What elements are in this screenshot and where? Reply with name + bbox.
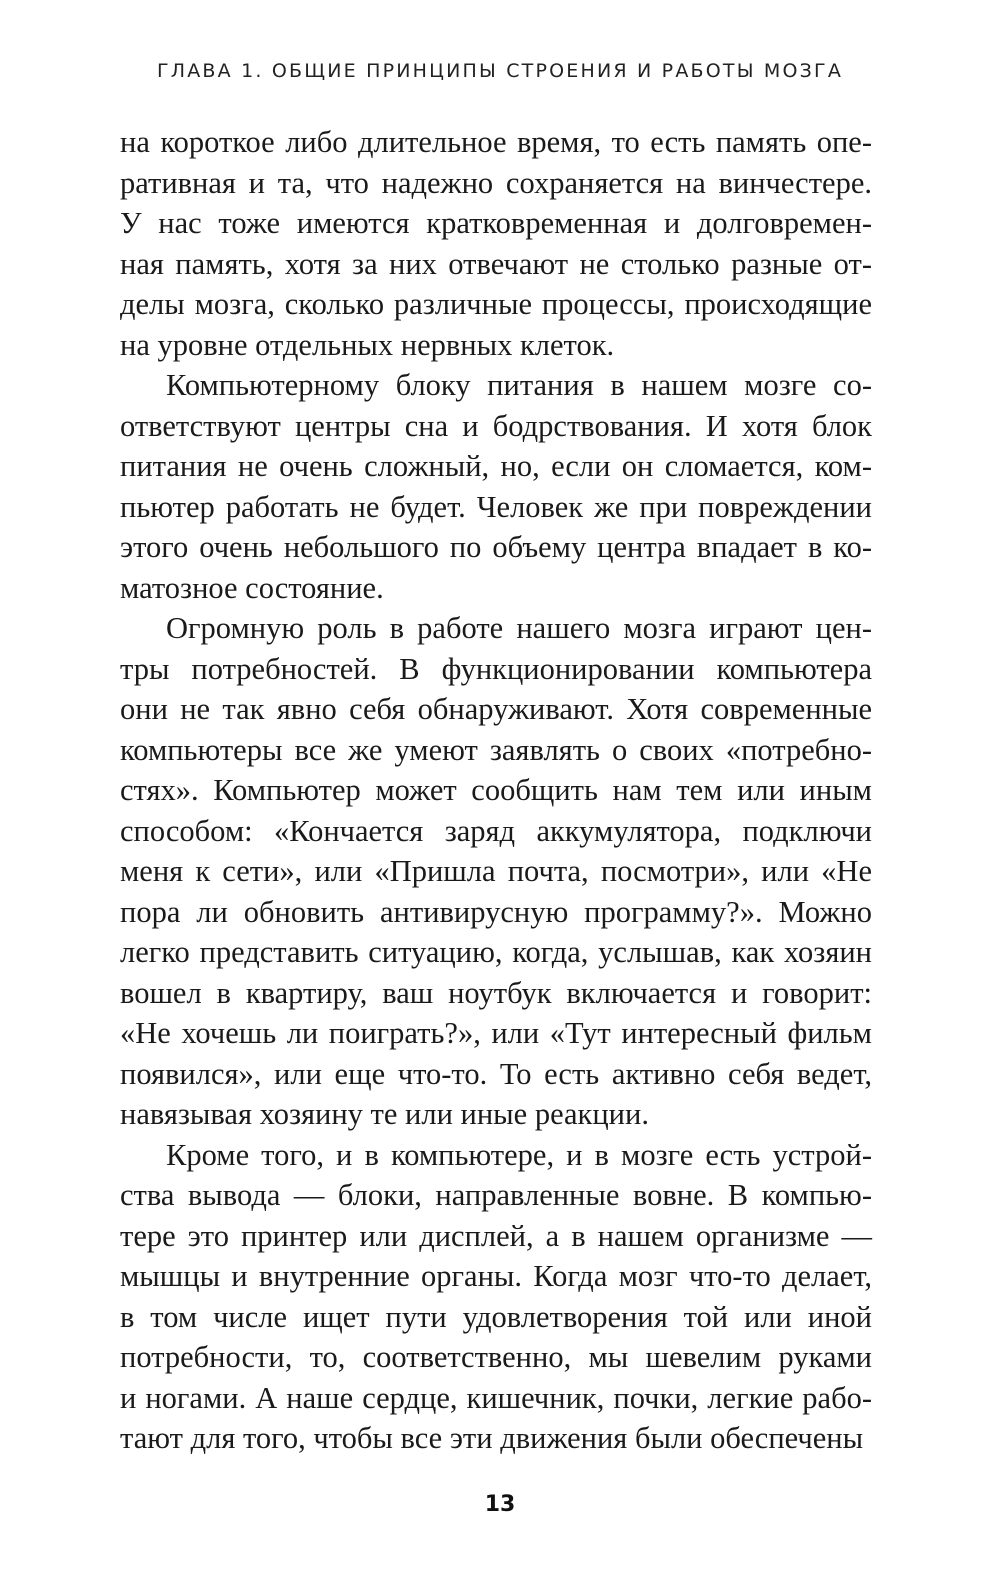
text-line: появился», или еще что-то. То есть активно себя ведет, [120, 1056, 872, 1091]
running-head: ГЛАВА 1. ОБЩИЕ ПРИНЦИПЫ СТРОЕНИЯ И РАБОТЫ МОЗГА [156, 60, 844, 82]
text-line: меня к сети», или «Пришла почта, посмотри», или «Не [120, 854, 872, 888]
text-line: тры потребностей. В функционировании компьютера [120, 651, 872, 686]
text-line: способом: «Кончается заряд аккумулятора, подключи [120, 813, 872, 848]
text-line: Компьютерному блоку питания в нашем мозге со- [166, 368, 872, 402]
paragraph [120, 122, 872, 365]
text-line: Кроме того, и в компьютере, и в мозге есть устрой- [166, 1137, 872, 1172]
text-line: тере это принтер или дисплей, а в нашем организме — [120, 1218, 872, 1253]
text-line: потребности, то, соответственно, мы шевелим руками [120, 1340, 872, 1374]
text-line: Огромную роль в работе нашего мозга играют цен- [166, 611, 872, 645]
text-line: питания не очень сложный, но, если он сломается, ком- [120, 449, 872, 483]
text-line: в том числе ищет пути удовлетворения той или иной [120, 1299, 872, 1334]
page-number: 13 [484, 1492, 516, 1517]
text-line: тают для того, чтобы все эти движения были обеспечены [120, 1421, 864, 1455]
paragraph [120, 608, 872, 1135]
text-line: они не так явно себя обнаруживают. Хотя современные [120, 692, 872, 726]
text-line: вошел в квартиру, ваш ноутбук включается и говорит: [120, 975, 872, 1010]
text-line: легко представить ситуацию, когда, услышав, как хозяин [120, 935, 872, 969]
text-line: матозное состояние. [120, 570, 384, 605]
text-line: этого очень небольшого по объему центра впадает в ко- [120, 530, 872, 564]
text-line: пора ли обновить антивирусную программу?». Можно [120, 894, 872, 929]
text-line: пьютер работать не будет. Человек же при повреждении [120, 489, 872, 524]
text-line: делы мозга, сколько различные процессы, происходящие [120, 287, 872, 321]
text-line: мышцы и внутренние органы. Когда мозг что-то делает, [120, 1259, 872, 1293]
body-text [120, 122, 872, 1459]
text-line: компьютеры все же умеют заявлять о своих «потребно- [120, 732, 872, 767]
text-line: на короткое либо длительное время, то есть память опе- [120, 125, 872, 159]
text-line: и ногами. А наше сердце, кишечник, почки, легкие рабо- [120, 1380, 872, 1415]
text-line: навязывая хозяину те или иные реакции. [120, 1097, 649, 1131]
text-line: ства вывода — блоки, направленные вовне. В компью- [120, 1178, 872, 1212]
text-line: ративная и та, что надежно сохраняется на винчестере. [120, 165, 872, 200]
text-line: ответствуют центры сна и бодрствования. И хотя блок [120, 408, 872, 443]
text-line: стях». Компьютер может сообщить нам тем или иным [120, 773, 872, 807]
text-line: ная память, хотя за них отвечают не столько разные от- [120, 246, 872, 281]
text-line: на уровне отдельных нервных клеток. [120, 327, 615, 362]
paragraph [120, 1135, 872, 1459]
text-line: «Не хочешь ли поиграть?», или «Тут интересный фильм [120, 1016, 872, 1050]
paragraph [120, 365, 872, 608]
text-line: У нас тоже имеются кратковременная и долговремен- [120, 206, 872, 240]
